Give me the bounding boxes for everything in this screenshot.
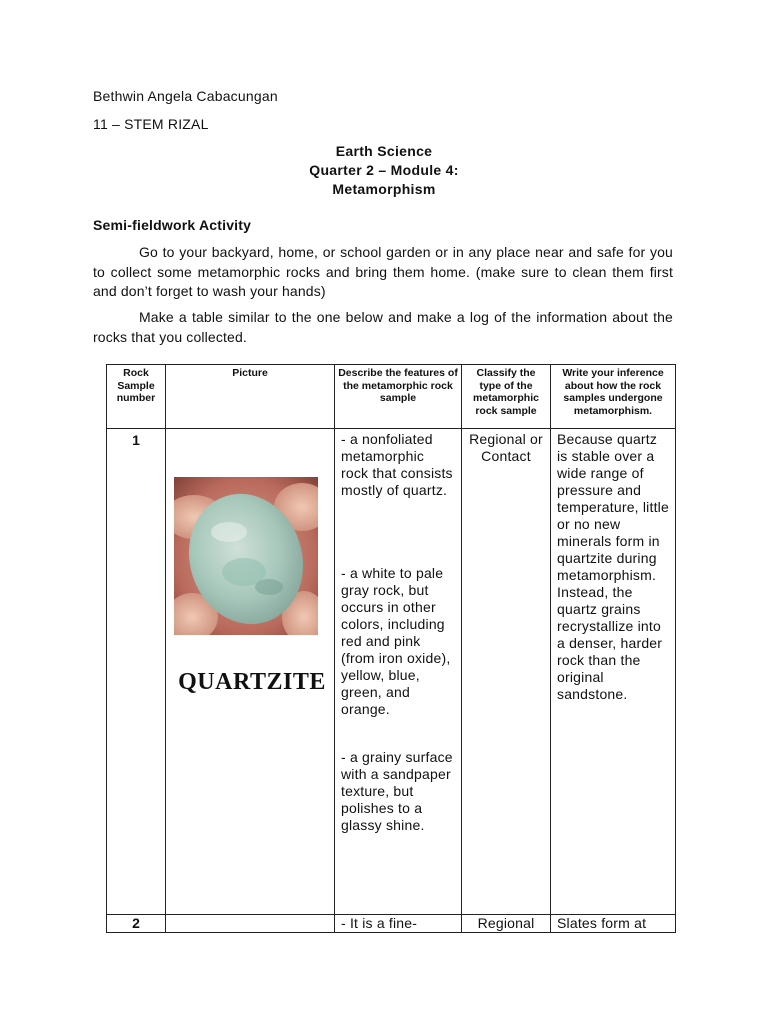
rock-classification: Regional (462, 915, 551, 933)
subject-title: Earth Science (335, 143, 433, 159)
feature-item: - a grainy surface with a sandpaper texture, but polishes to a glassy shine. (341, 749, 453, 833)
table-header-row (107, 365, 676, 429)
header-classification: Classify the type of the metamorphic rock sample (462, 365, 551, 429)
header-inference: Write your inference about how the rock samples undergone metamorphism. (551, 365, 676, 429)
rock-features-cell (335, 429, 462, 915)
header-picture: Picture (166, 365, 335, 429)
module-title: Quarter 2 – Module 4: (309, 162, 459, 178)
feature-item: - a nonfoliated metamorphic rock that consists mostly of quartz. (341, 431, 453, 498)
rock-picture-cell (166, 429, 335, 915)
rock-picture-cell (166, 915, 335, 933)
quartzite-photo (174, 477, 318, 635)
feature-item: - a white to pale gray rock, but occurs in other colors, including red and pink (from iron oxide), yellow, blue, green, and orange. (341, 565, 451, 717)
feature-item: - It is a fine- (335, 915, 462, 933)
instruction-paragraph-2: Make a table similar to the one below and make a log of the information about the rocks that you collected. (93, 309, 673, 345)
activity-title: Semi-fieldwork Activity (93, 217, 252, 233)
student-name: Bethwin Angela Cabacungan (93, 88, 278, 104)
rock-number: 1 (107, 429, 166, 915)
rock-number: 2 (107, 915, 166, 933)
rock-log-table (106, 364, 676, 933)
rock-name-label: QUARTZITE (178, 669, 326, 695)
student-section: 11 – STEM RIZAL (93, 116, 209, 132)
rock-inference: Slates form at (551, 915, 676, 933)
table-row (107, 915, 676, 933)
header-rock-number: Rock Sample number (107, 365, 166, 429)
rock-inference: Because quartz is stable over a wide range of pressure and temperature, little or no new minerals form in quartzite during metamorphism. Instead, the quartz grains recrystallize into a denser, harder rock than the original sandstone. (551, 429, 676, 915)
topic-title: Metamorphism (332, 181, 436, 197)
instruction-paragraph-1: Go to your backyard, home, or school garden or in any place near and safe for you to collect some metamorphic rocks and bring them home. (make sure to clean them first and don’t forget to wash your hands) (93, 244, 673, 299)
header-features: Describe the features of the metamorphic rock sample (335, 365, 462, 429)
table-row (107, 429, 676, 915)
rock-classification: Regional or Contact (462, 429, 551, 915)
